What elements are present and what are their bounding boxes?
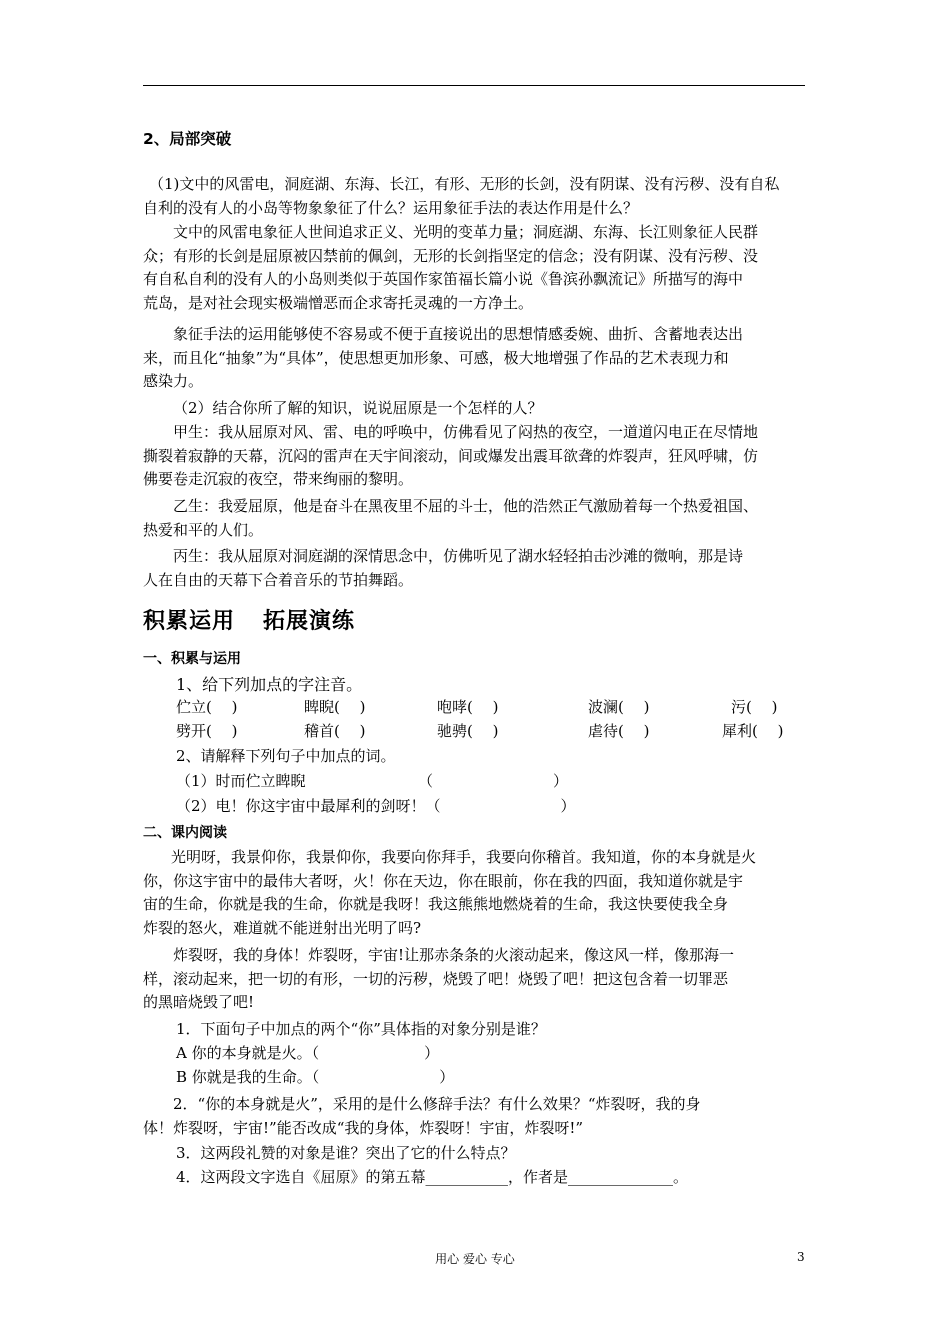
text-line: 炸裂呀，我的身体！炸裂呀，宇宙!让那赤条条的火滚动起来，像这风一样，像那海一 — [173, 946, 735, 964]
big-heading — [143, 604, 355, 635]
text-line: 热爱和平的人们。 — [143, 520, 264, 539]
part1-heading: 一、积累与运用 — [143, 651, 241, 667]
section-heading-local: 2、局部突破 — [143, 130, 232, 148]
text-line: 丙生：我从屈原对洞庭湖的深情思念中，仿佛听见了湖水轻轻拍击沙滩的微响，那是诗 — [173, 547, 744, 565]
question-2 — [143, 397, 813, 421]
reading-question-3: 3．这两段礼赞的对象是谁？突出了它的什么特点？ — [176, 1144, 516, 1162]
text-line: 乙生：我爱屈原，他是奋斗在黑夜里不屈的斗士，他的浩然正气激励着每一个热爱祖国、 — [173, 497, 759, 515]
pinyin-item: 虐待( ) — [588, 722, 650, 740]
pinyin-item: 伫立( ) — [176, 698, 238, 716]
text-line: 人在自由的天幕下合着音乐的节拍舞蹈。 — [143, 570, 414, 589]
answer-1-para-1 — [143, 221, 813, 315]
text-line: 甲生：我从屈原对风、雷、电的呼唤中，仿佛看见了闷热的夜空，一道道闪电正在尽情地 — [173, 423, 759, 441]
text-line: 象征手法的运用能够使不容易或不便于直接说出的思想情感委婉、曲折、含蓄地表达出 — [173, 325, 744, 343]
text-line: 的黑暗烧毁了吧! — [143, 993, 255, 1011]
text-line: 炸裂的怒火，难道就不能迸射出光明了吗? — [143, 918, 422, 937]
pinyin-item: 犀利( ) — [722, 722, 784, 740]
text-line: 宙的生命，你就是我的生命，你就是我呀！我这熊熊地燃烧着的生命，我这快要使我全身 — [143, 895, 729, 913]
reading-question-2 — [143, 1093, 813, 1140]
reading-para-2 — [143, 944, 813, 1015]
text-line: 光明呀，我景仰你，我景仰你，我要向你拜手，我要向你稽首。我知道，你的本身就是火 — [171, 848, 757, 866]
text-line: 来，而且化“抽象”为“具体”，使思想更加形象、可感，极大地增强了作品的艺术表现力和 — [143, 348, 729, 367]
text-line: 荒岛，是对社会现实极端憎恶而企求寄托灵魂的一方净土。 — [143, 293, 534, 312]
text-line: 2．“你的本身就是火”，采用的是什么修辞手法？有什么效果？“炸裂呀，我的身 — [173, 1095, 701, 1113]
reading-question-1: 1．下面句子中加点的两个“你”具体指的对象分别是谁？ — [176, 1020, 546, 1038]
q1-line-1: （1)文中的风雷电，洞庭湖、东海、长江，有形、无形的长剑，没有阴谋、没有污秽、没有自私 — [149, 175, 780, 193]
text-line: 众；有形的长剑是屈原被囚禁前的佩剑，无形的长剑指坚定的信念；没有阴谋、没有污秽、没 — [143, 246, 759, 265]
pinyin-item: 污( ) — [731, 698, 778, 716]
page-footer: 用心 爱心 专心 — [435, 1252, 515, 1266]
big-heading-2: 拓展演练 — [263, 609, 356, 634]
part2-heading: 二、课内阅读 — [143, 825, 227, 841]
text-line: 有自私自利的没有人的小岛则类似于英国作家笛福长篇小说《鲁滨孙飘流记》所描写的海中 — [143, 270, 744, 288]
pinyin-item: 睥睨( ) — [304, 698, 366, 716]
ex2-item-1: （1）时而伫立睥睨 （ ） — [176, 772, 569, 790]
text-line: 撕裂着寂静的天幕，沉闷的雷声在天宇间滚动，间或爆发出震耳欲聋的炸裂声，狂风呼啸，仿 — [143, 446, 759, 465]
text-line: 你，你这宇宙中的最伟大者呀，火！你在天边，你在眼前，你在我的四面，我知道你就是宇 — [143, 871, 744, 890]
student-yi — [143, 495, 813, 542]
pinyin-item: 波澜( ) — [588, 698, 650, 716]
big-heading-1: 积累运用 — [143, 609, 236, 634]
q1-line-2: 自利的没有人的小岛等物象象征了什么？运用象征手法的表达作用是什么？ — [143, 198, 639, 217]
student-jia — [143, 421, 813, 492]
ex1-title: 1、给下列加点的字注音。 — [176, 675, 363, 694]
pinyin-item: 稽首( ) — [304, 722, 366, 740]
pinyin-item: 驰骋( ) — [437, 722, 499, 740]
ex2-title: 2、请解释下列句子中加点的词。 — [176, 747, 396, 765]
pinyin-item: 劈开( ) — [176, 722, 238, 740]
reading-question-4: 4．这两段文字选自《屈原》的第五幕___________，作者是______________。 — [176, 1168, 689, 1186]
text-line: 感染力。 — [143, 372, 204, 390]
text-line: 佛要卷走沉寂的夜空，带来绚丽的黎明。 — [143, 470, 414, 488]
text-line: 文中的风雷电象征人世间追求正义、光明的变革力量；洞庭湖、东海、长江则象征人民群 — [173, 223, 759, 241]
pinyin-item: 咆哮( ) — [437, 698, 499, 716]
question-1 — [143, 173, 813, 220]
ex2-item-2: （2）电！你这宇宙中最犀利的剑呀！（ ） — [176, 797, 576, 815]
text-line: 样，滚动起来，把一切的有形，一切的污秽，烧毁了吧！烧毁了吧！把这包含着一切罪恶 — [143, 969, 729, 988]
page-number: 3 — [797, 1250, 805, 1264]
reading-para-1 — [143, 846, 813, 940]
text-line: （2）结合你所了解的知识，说说屈原是一个怎样的人？ — [173, 399, 543, 417]
answer-1-para-2 — [143, 323, 813, 394]
text-line: 体！炸裂呀，宇宙!”能否改成“我的身体，炸裂呀！宇宙，炸裂呀!” — [143, 1118, 584, 1137]
header-rule — [143, 85, 805, 86]
student-bing — [143, 545, 813, 592]
reading-question-1a: A 你的本身就是火。（ ） — [176, 1044, 440, 1062]
reading-question-1b: B 你就是我的生命。（ ） — [176, 1068, 455, 1086]
